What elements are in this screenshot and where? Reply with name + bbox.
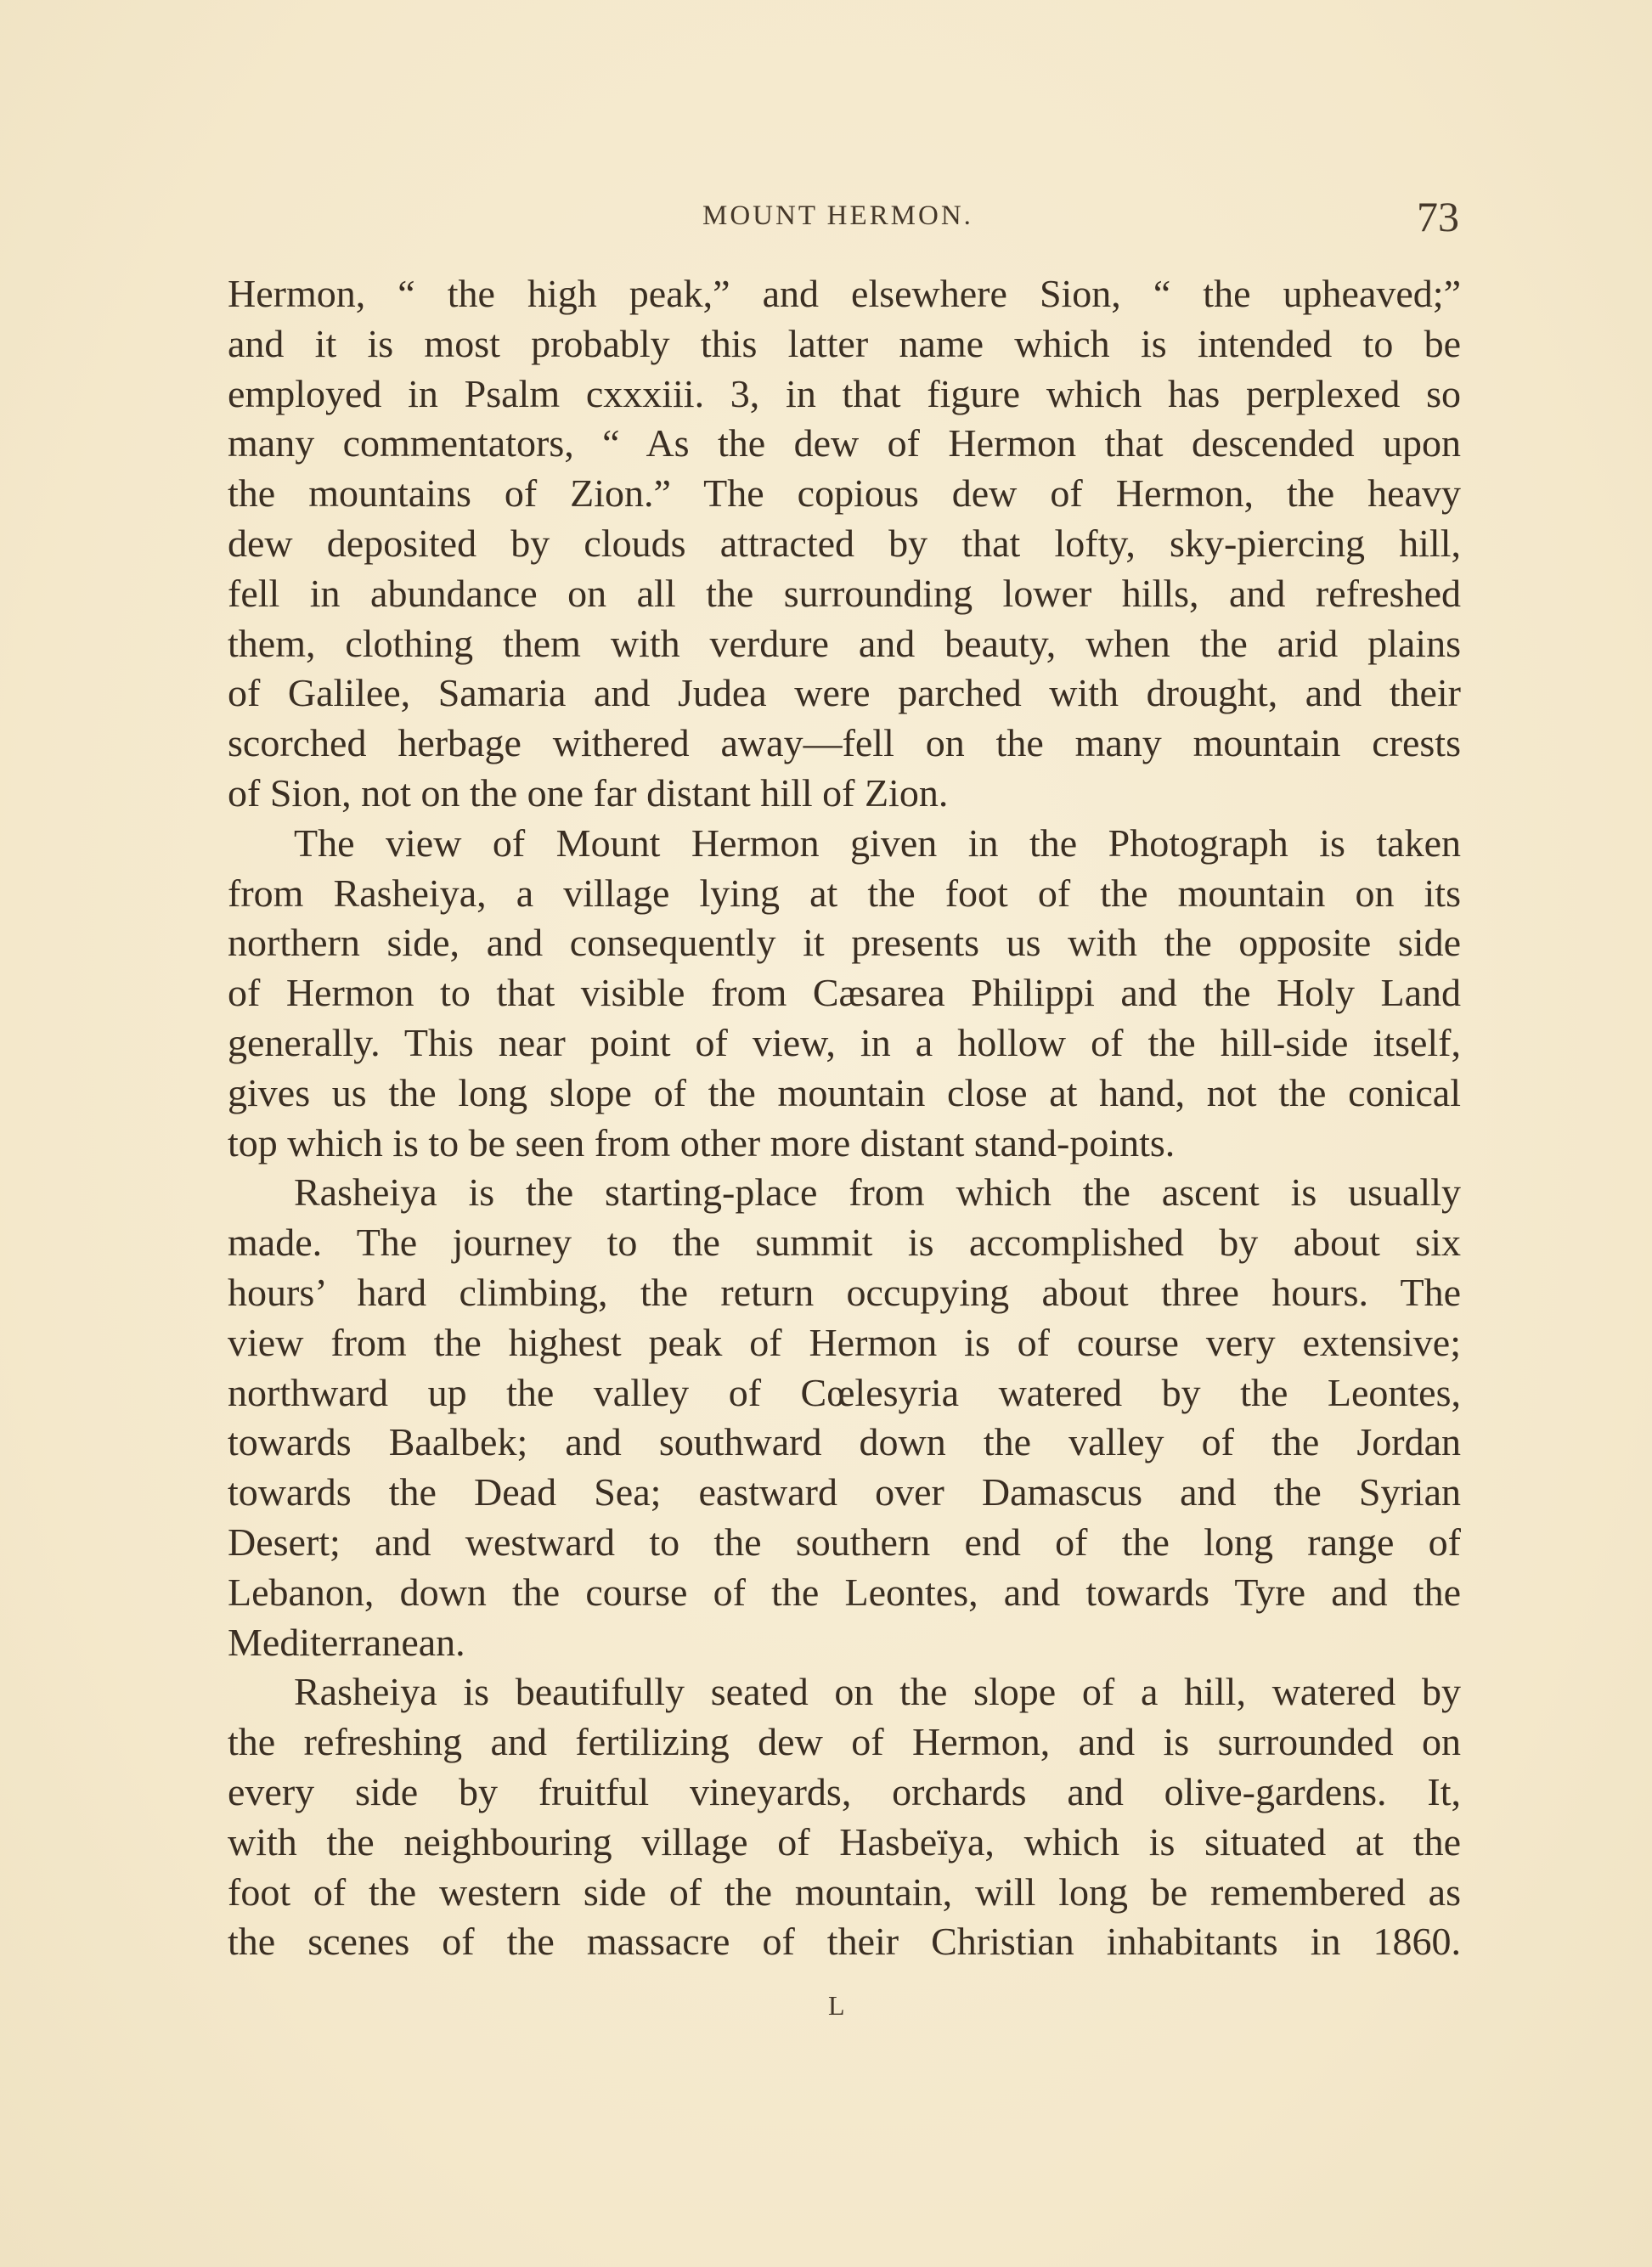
text-line: top which is to be seen from other more distant stand-points.: [228, 1120, 1176, 1165]
text-line: scorched herbage withered away—fell on the many mountain crests: [228, 721, 1461, 765]
text-line: of Sion, not on the one far distant hill of Zion.: [228, 770, 949, 815]
text-line: The view of Mount Hermon given in the Photograph is taken: [294, 821, 1461, 865]
text-line: the mountains of Zion.” The copious dew of Hermon, the heavy: [228, 471, 1461, 516]
text-line: Rasheiya is the starting-place from which the ascent is usually: [294, 1170, 1461, 1215]
text-line: many commentators, “ As the dew of Hermon that descended upon: [228, 421, 1461, 465]
text-line: dew deposited by clouds attracted by that lofty, sky-piercing hill,: [228, 521, 1461, 565]
text-line: gives us the long slope of the mountain close at hand, not the conical: [228, 1070, 1461, 1114]
text-line: foot of the western side of the mountain, will long be remembered as: [228, 1869, 1461, 1914]
page-number: 73: [1417, 193, 1459, 240]
text-line: Rasheiya is beautifully seated on the slope of a hill, watered by: [294, 1670, 1461, 1714]
text-line: towards the Dead Sea; eastward over Damascus and the Syrian: [228, 1470, 1461, 1514]
text-line: Hermon, “ the high peak,” and elsewhere Sion, “ the upheaved;”: [228, 272, 1461, 315]
text-line: with the neighbouring village of Hasbeïya, which is situated at the: [228, 1819, 1461, 1864]
running-head: MOUNT HERMON.: [702, 200, 973, 231]
body-text: [228, 269, 1461, 1967]
text-line: employed in Psalm cxxxiii. 3, in that figure which has perplexed so: [228, 371, 1461, 415]
text-line: towards Baalbek; and southward down the valley of the Jordan: [228, 1420, 1461, 1464]
text-line: Mediterranean.: [228, 1620, 465, 1664]
text-line: the scenes of the massacre of their Christian inhabitants in 1860.: [228, 1920, 1461, 1964]
text-line: Desert; and westward to the southern end of the long range of: [228, 1520, 1461, 1564]
text-line: hours’ hard climbing, the return occupying about three hours. The: [228, 1270, 1461, 1314]
text-line: every side by fruitful vineyards, orchards and olive-gardens. It,: [228, 1769, 1461, 1813]
text-line: and it is most probably this latter name which is intended to be: [228, 321, 1461, 365]
text-line: fell in abundance on all the surrounding lower hills, and refreshed: [228, 571, 1461, 615]
text-line: Lebanon, down the course of the Leontes, and towards Tyre and the: [228, 1570, 1461, 1614]
text-line: northern side, and consequently it presents us with the opposite side: [228, 921, 1461, 965]
text-line: them, clothing them with verdure and beauty, when the arid plains: [228, 621, 1461, 665]
paragraph-2: [228, 819, 1461, 1169]
paragraph-3: [228, 1168, 1461, 1667]
text-line: the refreshing and fertilizing dew of Hermon, and is surrounded on: [228, 1720, 1461, 1764]
text-line: of Galilee, Samaria and Judea were parched with drought, and their: [228, 671, 1461, 715]
text-line: generally. This near point of view, in a hollow of the hill-side itself,: [228, 1020, 1461, 1064]
text-line: of Hermon to that visible from Cæsarea Philippi and the Holy Land: [228, 971, 1461, 1015]
text-line: northward up the valley of Cœlesyria watered by the Leontes,: [228, 1370, 1461, 1414]
text-line: from Rasheiya, a village lying at the foot of the mountain on its: [228, 871, 1461, 915]
signature-mark: L: [828, 1990, 845, 2021]
paragraph-1: [228, 269, 1461, 819]
paragraph-4: [228, 1667, 1461, 1967]
text-line: made. The journey to the summit is accomplished by about six: [228, 1221, 1461, 1265]
text-line: view from the highest peak of Hermon is of course very extensive;: [228, 1320, 1461, 1364]
